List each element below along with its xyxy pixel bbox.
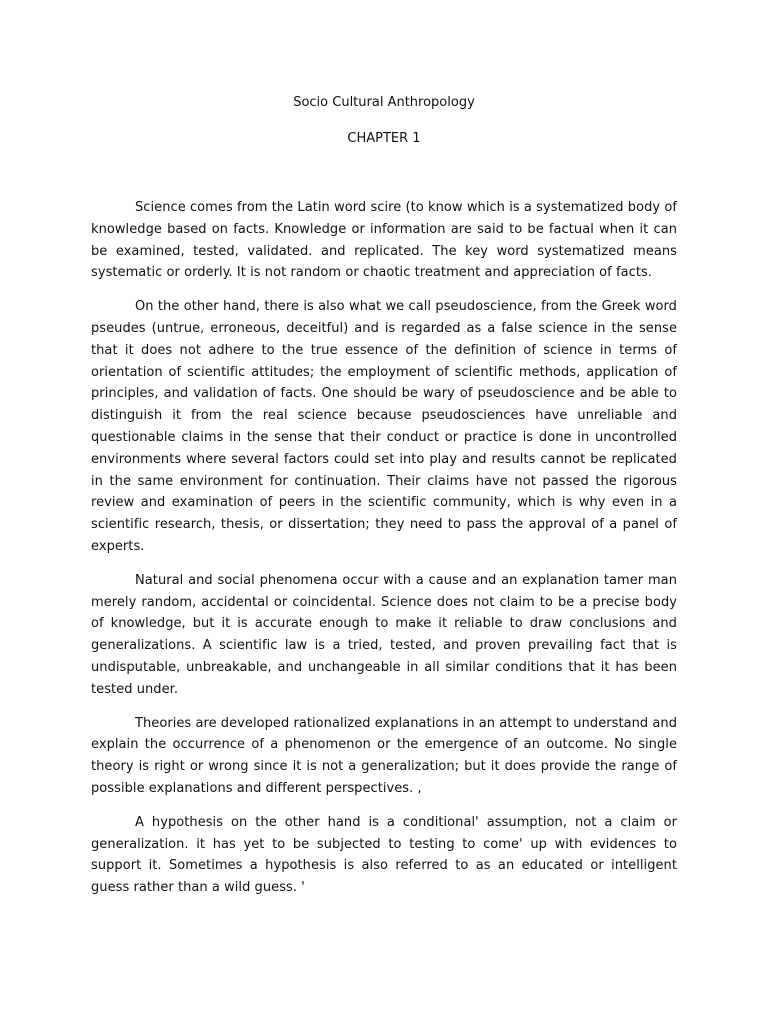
document-body [91,197,677,911]
paragraph-theories: Theories are developed rationalized explanations in an attempt to understand and explain the occurrence of a phenomenon or the emergence of an outcome. No single theory is right or wrong since it is not a generalization; but it does provide the range of possible explanations and different perspectives. , [91,715,678,796]
document-title: Socio Cultural Anthropology [293,95,475,110]
paragraph-pseudoscience: On the other hand, there is also what we call pseudoscience, from the Greek word pseudes (untrue, erroneous, deceitful) and is regarded as a false science in the sense that it does not adhere to the true essence of the definition of science in terms of orientation of scientific attitudes; the employment of scientific methods, application of principles, and validation of facts. One should be wary of pseudoscience and be able to distinguish it from the real science because pseudosciences have unreliable and questionable claims in the sense that their conduct or practice is done in uncontrolled environments where several factors could set into play and results cannot be replicated in the same environment for continuation. Their claims have not passed the rigorous review and examination of peers in the scientific community, which is why even in a scientific research, thesis, or dissertation; they need to pass the approval of a panel of experts. [91,299,677,554]
paragraph-phenomena: Natural and social phenomena occur with a cause and an explanation tamer man merely random, accidental or coincidental. Science does not claim to be a precise body of knowledge, but it is accurate enough to make it reliable to draw conclusions and generalizations. A scientific law is a tried, tested, and proven prevailing fact that is undisputable, unbreakable, and unchangeable in all similar conditions that it has been tested under. [91,572,677,697]
paragraph-hypothesis: A hypothesis on the other hand is a conditional' assumption, not a claim or generalization. it has yet to be subjected to testing to come' up with evidences to support it. Sometimes a hypothesis is also referred to as an educated or intelligent guess rather than a wild guess. ' [91,814,677,896]
paragraph-science-definition: Science comes from the Latin word scire (to know which is a systematized body of knowledge based on facts. Knowledge or information are said to be factual when it can be examined, tested, validated. and replicated. The key word systematized means systematic or orderly. It is not random or chaotic treatment and appreciation of facts. [91,200,677,281]
chapter-heading: CHAPTER 1 [347,131,421,146]
